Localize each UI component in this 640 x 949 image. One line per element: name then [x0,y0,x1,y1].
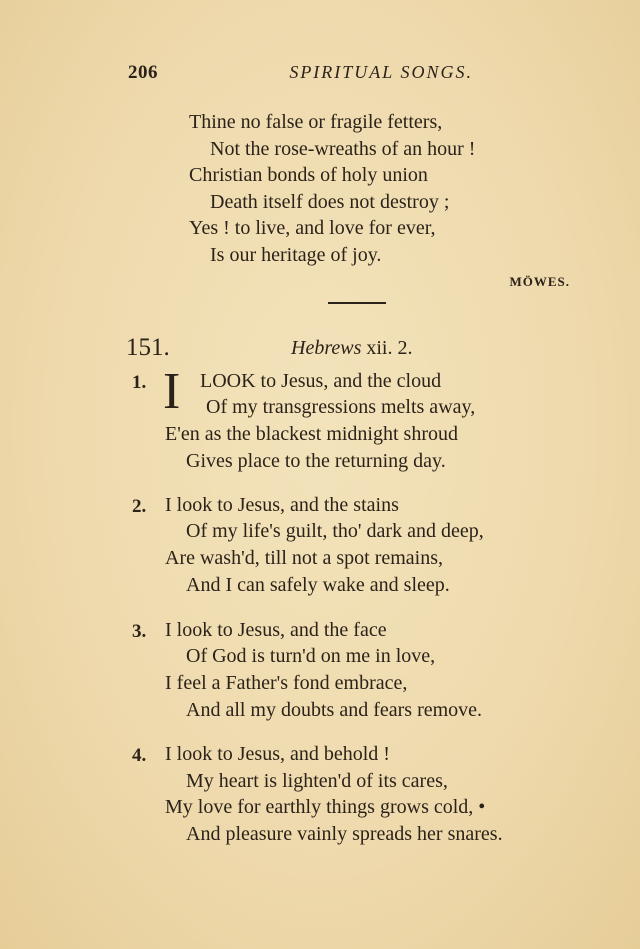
running-title: SPIRITUAL SONGS. [289,62,473,82]
prev-hymn-line: Yes ! to live, and love for ever, [189,217,436,239]
stanza-line: LOOK to Jesus, and the cloud [200,370,442,392]
scripture-chapter: xii. 2. [366,337,413,359]
stanza-line: Of my life's guilt, tho' dark and deep, [186,520,484,542]
page-header [128,62,473,84]
stanza-line: My heart is lighten'd of its cares, [186,770,448,792]
page-number: 206 [128,62,158,83]
stanza-line: I look to Jesus, and behold ! [165,743,390,765]
stanza-line: And pleasure vainly spreads her snares. [186,823,503,845]
stanza-line: Are wash'd, till not a spot remains, [165,547,443,569]
stanza-line: I look to Jesus, and the stains [165,494,399,516]
stanza-number: 4. [132,745,147,766]
prev-hymn-line: Thine no false or fragile fetters, [189,111,443,133]
prev-hymn-line: Not the rose-wreaths of an hour ! [210,138,476,160]
prev-hymn-line: Christian bonds of holy union [189,164,428,186]
drop-cap: I [163,363,181,420]
stanza-line: Of my transgressions melts away, [206,396,476,418]
stanza-number: 2. [132,496,147,517]
stanza-line: And I can safely wake and sleep. [186,574,450,596]
stanza-line: Gives place to the returning day. [186,450,446,472]
stanza-line: My love for earthly things grows cold, • [165,796,486,818]
scripture-book: Hebrews [291,337,362,359]
prev-hymn-line: Death itself does not destroy ; [210,191,450,213]
stanza-line: I look to Jesus, and the face [165,619,387,641]
section-divider [328,302,386,304]
stanza-line: I feel a Father's fond embrace, [165,672,408,694]
scripture-reference [291,337,413,360]
stanza-number: 3. [132,621,147,642]
stanza-line: E'en as the blackest midnight shroud [165,423,458,445]
stanza-number: 1. [132,372,147,393]
hymn-number: 151. [126,334,170,361]
author-attribution: MÖWES. [509,274,570,289]
stanza-line: Of God is turn'd on me in love, [186,645,436,667]
stanza-line: And all my doubts and fears remove. [186,699,483,721]
prev-hymn-line: Is our heritage of joy. [210,244,382,266]
